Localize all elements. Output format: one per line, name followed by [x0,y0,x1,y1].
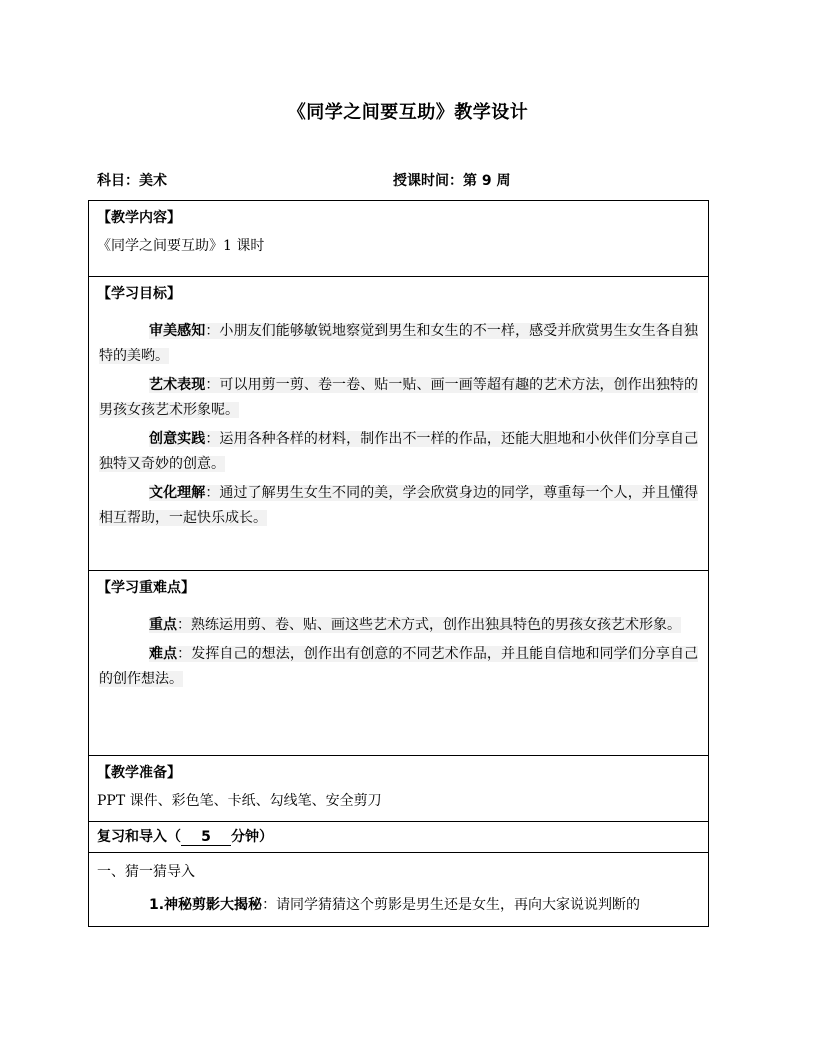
keypoint-text: 熟练运用剪、卷、贴、画这些艺术方式，创作出独具特色的男孩女孩艺术形象。 [191,617,681,633]
lesson-plan-table [88,200,709,927]
intro-item-text: 请同学猜猜这个剪影是男生还是女生，再向大家说说判断的 [276,897,641,913]
goal-expression [97,373,700,423]
goals-heading: 【学习目标】 [97,286,181,302]
content-row [89,201,709,277]
goal-aesthetic [97,319,700,369]
goal-sep: ： [205,431,220,447]
review-prefix: 复习和导入（ [97,829,181,845]
goal-sep: ： [205,323,220,339]
goal-sep: ： [205,485,220,501]
prep-cell [89,756,709,822]
intro-item-sep: ： [262,897,277,913]
keypoint-text: 发挥自己的想法，创作出有创意的不同艺术作品，并且能自信地和同学们分享自己的创作想法。 [99,646,699,687]
content-text: 《同学之间要互助》1 课时 [97,238,265,254]
class-time-label: 授课时间：第 9 周 [393,173,511,189]
goal-text: 运用各种各样的材料，制作出不一样的作品，还能大胆地和小伙伴们分享自己独特又奇妙的创意。 [99,431,699,472]
review-suffix: 分钟） [231,829,273,845]
intro-heading: 一、猜一猜导入 [97,864,195,880]
keypoint-term: 难点 [149,646,178,662]
intro-item [97,893,700,918]
goal-text: 小朋友们能够敏锐地察觉到男生和女生的不一样，感受并欣赏男生女生各自独特的美哟。 [99,323,699,364]
keypoint-term: 重点 [149,617,177,633]
keypoints-row [89,571,709,756]
intro-row [89,853,709,927]
review-heading [97,822,700,852]
intro-cell [89,853,709,927]
minutes-blank: 5 [181,829,231,846]
goals-row [89,277,709,571]
goal-culture [97,481,700,531]
goal-creativity [97,427,700,477]
prep-row [89,756,709,822]
goal-term: 文化理解 [149,485,206,501]
keypoints-heading: 【学习重难点】 [97,580,195,596]
review-cell [89,822,709,853]
goal-text: 可以用剪一剪、卷一卷、贴一贴、画一画等超有趣的艺术方法，创作出独特的男孩女孩艺术形象呢。 [99,377,699,418]
goals-cell [89,277,709,571]
keypoint-focus [97,613,700,638]
keypoints-cell [89,571,709,756]
review-row [89,822,709,853]
intro-item-term: 1.神秘剪影大揭秘 [149,897,263,913]
keypoint-sep: ： [177,617,191,633]
goal-text: 通过了解男生女生不同的美，学会欣赏身边的同学，尊重每一个人，并且懂得相互帮助，一起快乐成长。 [99,485,699,526]
prep-heading: 【教学准备】 [97,765,181,781]
goal-sep: ： [205,377,220,393]
goal-term: 审美感知 [149,323,206,339]
keypoint-sep: ： [177,646,192,662]
page-title: 《同学之间要互助》教学设计 [287,102,529,123]
prep-text: PPT 课件、彩色笔、卡纸、勾线笔、安全剪刀 [97,793,382,809]
subject-label: 科目：美术 [97,173,167,189]
keypoint-difficulty [97,642,700,692]
goal-term: 创意实践 [149,431,206,447]
content-cell [89,201,709,277]
goal-term: 艺术表现 [149,377,206,393]
content-heading: 【教学内容】 [97,210,181,226]
